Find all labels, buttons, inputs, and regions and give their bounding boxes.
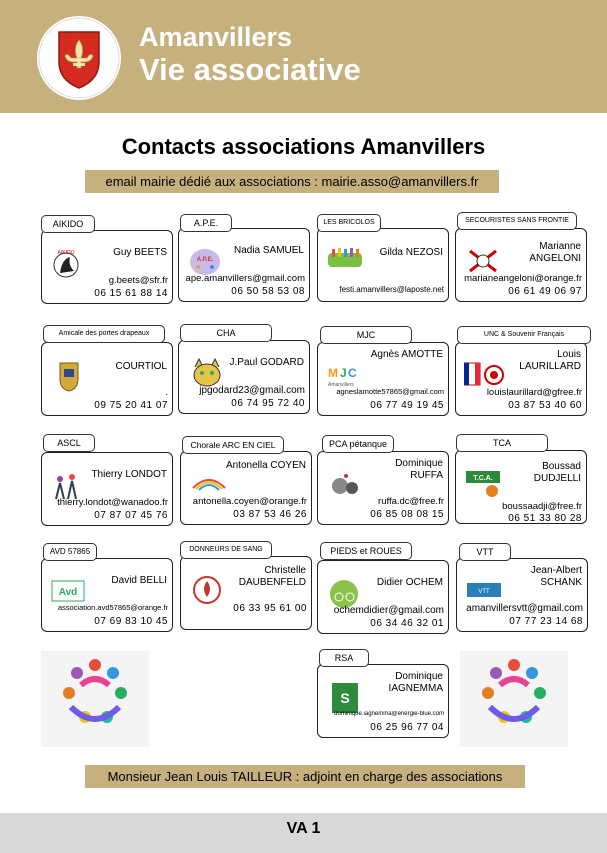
tab-portes-drapeaux: Amicale des portes drapeaux [43, 325, 165, 343]
tab-vtt: VTT [459, 543, 511, 561]
contact-email: jpgodard23@gmail.com [199, 385, 305, 396]
card-donneurs-de-sang [180, 556, 312, 630]
page-title: Contacts associations Amanvillers [121, 134, 486, 159]
card-avd [41, 558, 173, 632]
contact-email: festi.amanvillers@laposte.net [339, 285, 444, 294]
contact-phone: 06 15 61 88 14 [94, 288, 168, 299]
contact-email: thierry.londot@wanadoo.fr [57, 497, 168, 508]
contact-email: ruffa.dc@free.fr [378, 496, 444, 507]
contact-phone: 06 50 58 53 08 [231, 286, 305, 297]
svg-text:Avd: Avd [58, 587, 78, 598]
tab-donneurs-de-sang: DONNEURS DE SANG [180, 541, 272, 559]
tab-avd: AVD 57865 [43, 543, 97, 561]
tab-pca-petanque: PCA pétanque [322, 435, 394, 453]
contact-email: boussaadji@free.fr [502, 501, 582, 512]
card-tca [455, 450, 587, 524]
contact-name: Christelle DAUBENFELD [238, 565, 306, 588]
contact-phone: 06 74 95 72 40 [231, 398, 305, 409]
header-subtitle: Vie associative [139, 52, 361, 87]
contact-phone: 06 61 49 06 97 [508, 286, 582, 297]
contact-name: Nadia SAMUEL [233, 245, 304, 256]
card-aikido [41, 230, 173, 304]
contact-name: Jean-Albert SCHANK [530, 565, 582, 588]
contact-name: Gilda NEZOSI [379, 247, 443, 258]
contact-email: louislaurillard@gfree.fr [486, 387, 582, 398]
svg-text:A.P.E.: A.P.E. [196, 257, 214, 263]
contact-email: ape.amanvillers@gmail.com [185, 273, 305, 284]
contact-phone: 06 85 08 08 15 [370, 509, 444, 520]
contact-email: antonella.coyen@orange.fr [192, 496, 307, 507]
town-crest-logo [37, 16, 121, 100]
bricolos-logo [326, 245, 366, 279]
contact-name: Agnès AMOTTE [370, 349, 443, 360]
tab-unc: UNC & Souvenir Français [457, 326, 591, 344]
contact-name: Dominique IAGNEMMA [388, 671, 443, 694]
tab-tca: TCA [456, 434, 548, 452]
card-vtt [456, 558, 588, 632]
contact-email: marianeangeloni@orange.fr [464, 273, 582, 284]
contact-phone: 06 51 33 80 28 [508, 513, 582, 524]
tab-les-bricolos: LES BRICOLOS [317, 214, 381, 232]
card-unc [455, 342, 587, 416]
contact-name: Thierry LONDOT [91, 469, 167, 480]
svg-text:J: J [340, 366, 347, 380]
tab-pieds-et-roues: PIEDS et ROUES [320, 542, 412, 560]
contact-name: J.Paul GODARD [229, 357, 304, 368]
contact-email: association.avd57865@orange.fr [57, 603, 168, 612]
tab-aikido: AIKIDO [41, 215, 95, 233]
community-people-illustration-right [460, 651, 568, 747]
donneurs-logo [189, 573, 229, 607]
rsa-logo [326, 681, 366, 715]
svg-text:AIKIDO: AIKIDO [57, 250, 75, 256]
svg-text:S: S [340, 690, 350, 706]
card-portes-drapeaux [41, 342, 173, 416]
header-town-name: Amanvillers [139, 22, 293, 52]
tab-ascl: ASCL [43, 434, 95, 452]
card-rsa [317, 664, 449, 738]
contact-email: dominique.iagnemma@energie-blue.com [334, 711, 444, 717]
header-band [0, 0, 607, 113]
contact-email: ochemdidier@gmail.com [333, 605, 444, 616]
card-chorale [180, 451, 312, 525]
contact-name: Louis LAURILLARD [519, 349, 581, 372]
contact-name: David BELLI [111, 575, 167, 586]
contact-email: agneslamotte57865@gmail.com [336, 387, 444, 396]
card-ape [178, 228, 310, 302]
svg-text:T.C.A.: T.C.A. [473, 475, 493, 482]
contact-phone: 07 69 83 10 45 [94, 616, 168, 627]
contact-phone: 03 87 53 46 26 [233, 509, 307, 520]
contact-name: Boussad DUDJELLI [533, 461, 581, 484]
svg-text:VTT: VTT [478, 589, 490, 595]
page-number: VA 1 [286, 820, 321, 837]
contact-name: Marianne ANGELONI [529, 241, 581, 264]
tab-chorale: Chorale ARC EN CIEL [182, 436, 284, 454]
community-people-illustration-left [41, 651, 149, 747]
tca-logo [464, 467, 504, 501]
svg-text:C: C [348, 366, 357, 380]
tab-mjc: MJC [320, 326, 412, 344]
contact-phone: 09 75 20 41 07 [94, 400, 168, 411]
contact-name: COURTIOL [115, 361, 167, 372]
adjoint-banner: Monsieur Jean Louis TAILLEUR : adjoint en charge des associations [85, 765, 525, 788]
contact-phone: 03 87 53 40 60 [508, 400, 582, 411]
contact-name: Guy BEETS [113, 247, 167, 258]
contact-name: Didier OCHEM [376, 577, 443, 588]
tab-rsa: RSA [319, 649, 369, 667]
contact-phone: 07 77 23 14 68 [509, 616, 583, 627]
contact-phone: 06 33 95 61 00 [233, 603, 307, 614]
card-les-bricolos [317, 228, 449, 302]
contact-email: g.beets@sfr.fr [108, 275, 168, 286]
tab-secouristes: SECOURISTES SANS FRONTIE [457, 212, 577, 230]
contact-email: amanvillersvtt@gmail.com [466, 603, 583, 614]
contact-phone: 06 25 96 77 04 [370, 722, 444, 733]
card-mjc [317, 342, 449, 416]
tab-cha: CHA [180, 324, 272, 342]
contact-name: Dominique RUFFA [395, 458, 443, 481]
contact-phone: 06 34 46 32 01 [370, 618, 444, 629]
svg-text:M: M [328, 366, 338, 380]
card-ascl [41, 452, 173, 526]
svg-text:Amanvillers: Amanvillers [328, 382, 354, 388]
contact-name: Antonella COYEN [225, 460, 306, 471]
contact-email: . [165, 387, 168, 398]
contact-phone: 07 87 07 45 76 [94, 510, 168, 521]
email-banner: email mairie dédié aux associations : mairie.asso@amanvillers.fr [85, 170, 499, 193]
contact-phone: 06 77 49 19 45 [370, 400, 444, 411]
tab-ape: A.P.E. [180, 214, 232, 232]
card-cha [178, 340, 310, 414]
card-pca-petanque [317, 451, 449, 525]
card-secouristes [455, 228, 587, 302]
card-pieds-et-roues [317, 560, 449, 634]
